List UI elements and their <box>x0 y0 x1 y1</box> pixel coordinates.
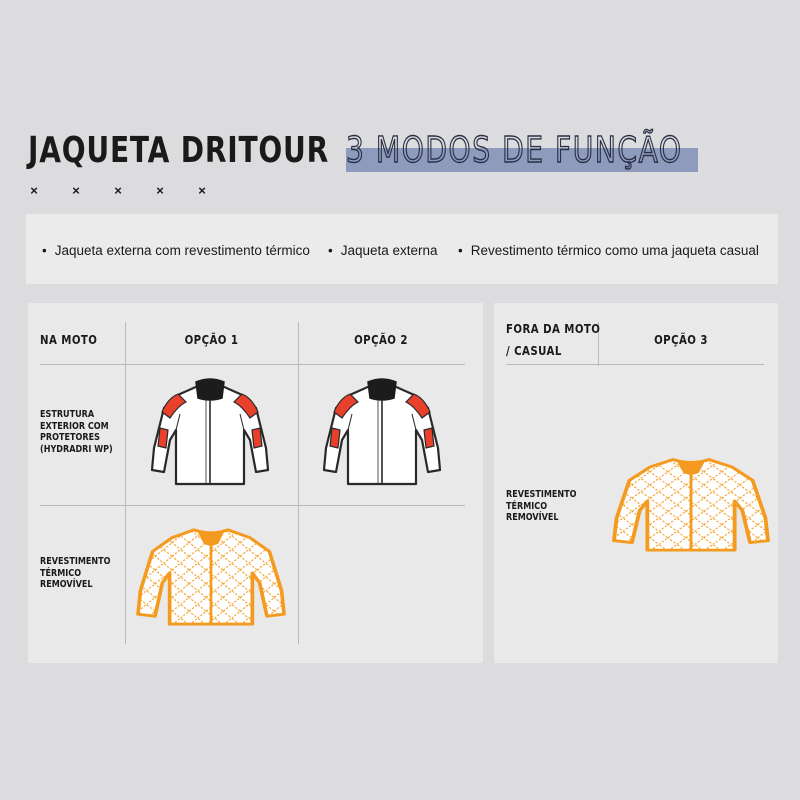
cross-mark-icon: × <box>30 183 38 198</box>
divider <box>40 505 465 506</box>
option-1-heading: OPÇÃO 1 <box>184 333 239 347</box>
row-label-thermal-liner-casual: REVESTIMENTO TÉRMICO REMOVÍVEL <box>506 489 577 523</box>
page-title: JAQUETA DRITOUR <box>28 130 330 171</box>
mode-item: • Jaqueta externa com revestimento térmico <box>42 243 310 258</box>
divider <box>506 364 764 365</box>
outer-jacket-option-2-icon <box>322 378 442 488</box>
cross-mark-icon: × <box>114 183 122 198</box>
decorative-marks <box>28 183 208 198</box>
outer-jacket-option-1-icon <box>150 378 270 488</box>
page-subtitle: 3 MODOS DE FUNÇÃO <box>346 130 683 171</box>
thermal-liner-option-3-icon <box>614 452 768 552</box>
row-label-outer-shell: ESTRUTURA EXTERIOR COM PROTETORES (HYDRADRI WP) <box>40 409 113 455</box>
divider <box>125 322 126 644</box>
divider <box>298 322 299 644</box>
cross-mark-icon: × <box>156 183 164 198</box>
row-label-thermal-liner: REVESTIMENTO TÉRMICO REMOVÍVEL <box>40 556 111 590</box>
thermal-liner-option-1-icon <box>138 522 284 626</box>
option-3-heading: OPÇÃO 3 <box>654 333 708 347</box>
mode-item: • Jaqueta externa <box>328 243 438 258</box>
mode-item: • Revestimento térmico como uma jaqueta casual <box>458 243 759 258</box>
off-bike-heading: FORA DA MOTO / CASUAL <box>506 322 601 358</box>
cross-mark-icon: × <box>72 183 80 198</box>
option-2-heading: OPÇÃO 2 <box>354 333 408 347</box>
cross-mark-icon: × <box>198 183 206 198</box>
divider <box>40 364 465 365</box>
on-bike-heading: NA MOTO <box>40 333 98 347</box>
